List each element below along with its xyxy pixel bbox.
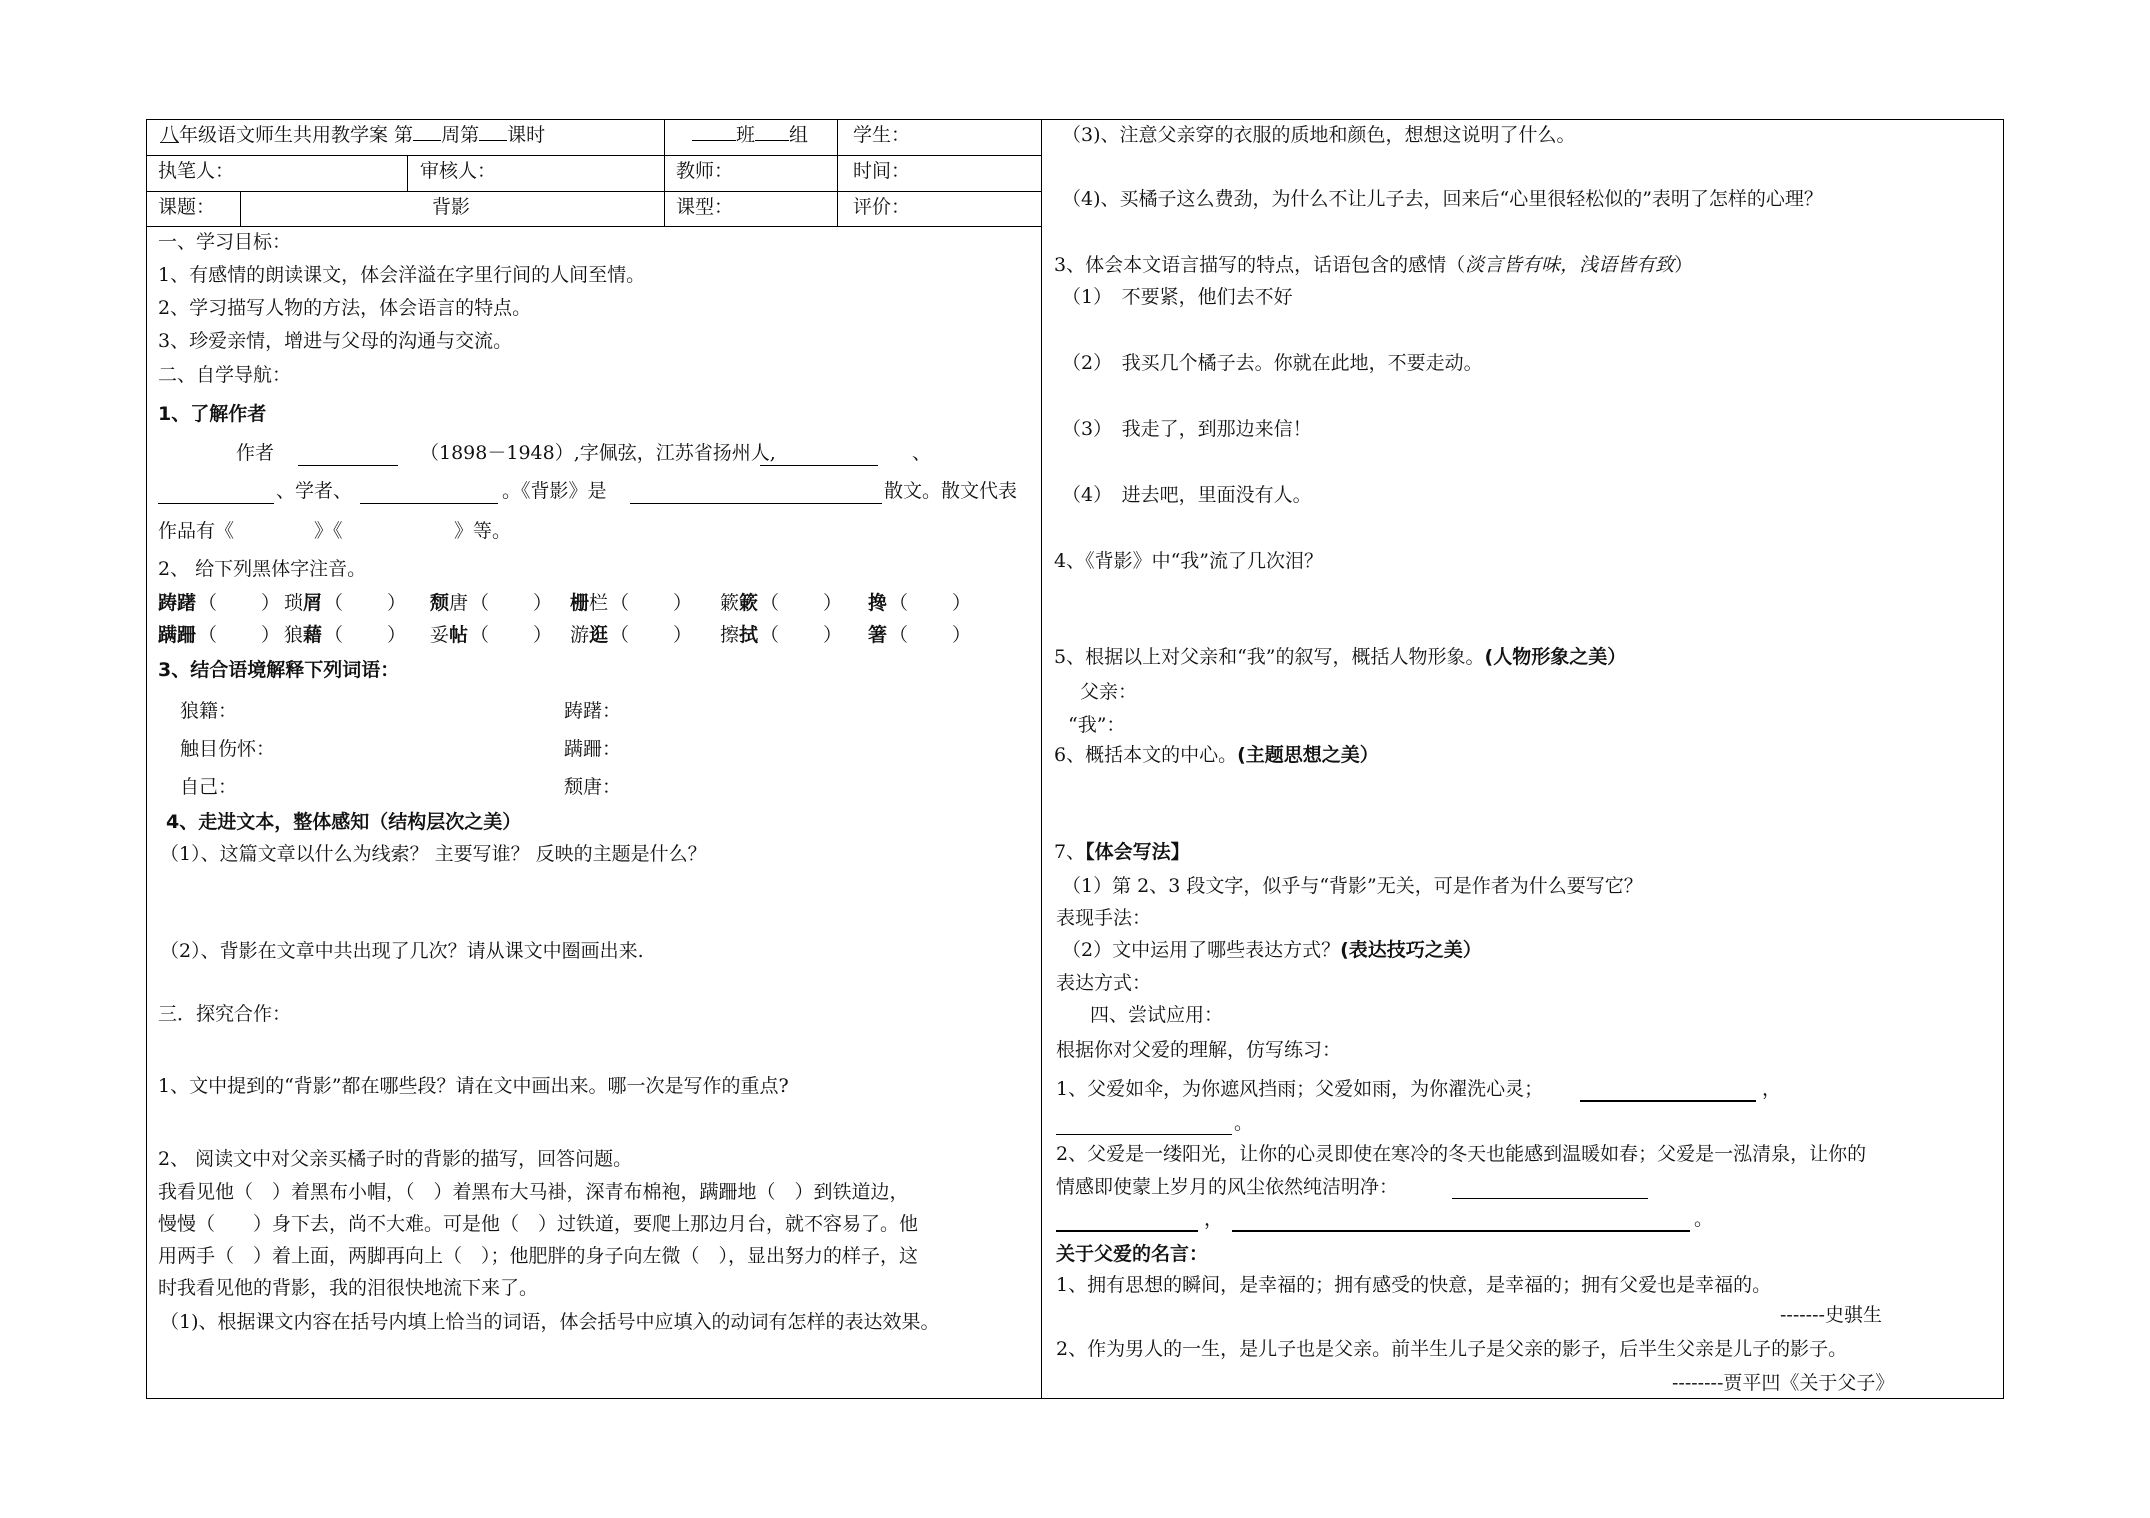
author-info-text: （1898－1948）,字佩弦，江苏省扬州人, (420, 442, 776, 464)
question-text: （2）文中运用了哪些表达方式？(表达技巧之美） (1062, 939, 1482, 961)
writing-heading: 7、【体会写法】 (1054, 841, 1190, 863)
author-blank[interactable] (760, 465, 878, 466)
punctuation: 。 (1234, 1112, 1254, 1134)
question-text: （1）、这篇文章以什么为线索？ 主要写谁？ 反映的主题是什么？ (160, 843, 707, 865)
pinyin-item: 簌簌 （ ） (720, 592, 843, 614)
vocab-item: 自己： (180, 776, 238, 798)
goal-item: 2、学习描写人物的方法，体会语言的特点。 (158, 297, 532, 319)
header-col-line (240, 191, 241, 226)
author-blank[interactable] (360, 503, 498, 504)
works-bracket: 》《 (314, 520, 343, 542)
pinyin-item: 栅栏 （ ） (570, 592, 693, 614)
pinyin-item: 踌躇 （ ） (158, 592, 281, 614)
pinyin-item: 蹒跚 （ ） (158, 624, 281, 646)
quote-line: （3） 我走了，到那边来信！ (1062, 418, 1312, 440)
pinyin-item: 箸 （ ） (868, 624, 972, 646)
quote-line: （4） 进去吧，里面没有人。 (1062, 484, 1312, 506)
header-row-line (146, 191, 1042, 192)
goal-item: 3、珍爱亲情，增进与父母的沟通与交流。 (158, 330, 513, 352)
author-name-blank[interactable] (298, 465, 398, 466)
quote-text: 2、作为男人的一生，是儿子也是父亲。前半生儿子是父亲的影子，后半生父亲是儿子的影子。 (1056, 1338, 1848, 1360)
author-line-2-text: 散文。散文代表 (884, 480, 1018, 502)
question-text: （3)、注意父亲穿的衣服的质地和颜色，想想这说明了什么。 (1062, 124, 1576, 146)
language-heading: 3、体会本文语言描写的特点，话语包含的感情（淡言皆有味，浅语皆有致） (1054, 254, 1694, 276)
student-label: 学生： (853, 124, 911, 146)
punctuation: 。 (1694, 1208, 1714, 1230)
header-row-line (146, 226, 1042, 227)
question-text: （1）第 2、3 段文字，似乎与“背影”无关，可是作者为什么要写它？ (1062, 875, 1643, 897)
cooperation-heading: 三．探究合作： (158, 1003, 292, 1025)
header-row-line (146, 155, 1042, 156)
quotes-heading: 关于父爱的名言： (1056, 1243, 1209, 1265)
quote-line: （2） 我买几个橘子去。你就在此地，不要走动。 (1062, 352, 1483, 374)
fill-blank[interactable] (1232, 1230, 1690, 1232)
header-col-line (407, 155, 408, 191)
passage-line: 用两手（ ）着上面，两脚再向上（ ）；他肥胖的身子向左微（ ），显出努力的样子，这 (158, 1245, 919, 1267)
question-text: 1、文中提到的“背影”都在哪些段？请在文中画出来。哪一次是写作的重点? (158, 1075, 789, 1097)
fill-blank[interactable] (1580, 1100, 1756, 1102)
vocab-item: 狼籍： (180, 700, 238, 722)
genre-blank[interactable] (630, 503, 882, 504)
question-text: 4、《背影》中“我”流了几次泪？ (1054, 550, 1324, 572)
vocab-heading: 3、结合语境解释下列词语： (158, 659, 400, 681)
author-line-2-text: 、学者、 (276, 480, 353, 502)
topic-value: 背影 (432, 196, 471, 218)
self-study-heading: 二、自学导航： (158, 364, 292, 386)
structure-heading: 4、走进文本，整体感知（结构层次之美） (166, 811, 522, 833)
works-label: 作品有《 (158, 520, 235, 542)
apply-intro: 根据你对父爱的理解，仿写练习： (1056, 1039, 1342, 1061)
pinyin-item: 狼藉 （ ） (284, 624, 407, 646)
passage-line: 慢慢（ ）身下去，尚不大难。可是他（ ）过铁道，要爬上那边月台，就不容易了。他 (158, 1213, 919, 1235)
goals-heading: 一、学习目标： (158, 231, 292, 253)
question-text: （4)、买橘子这么费劲，为什么不让儿子去，回来后“心里很轻松似的”表明了怎样的心理？ (1062, 188, 1823, 210)
answer-label: 表现手法： (1056, 907, 1152, 929)
apply-line: 情感即使蒙上岁月的风尘依然纯洁明净： (1056, 1176, 1399, 1198)
separator-text: 、 (912, 442, 932, 464)
time-label: 时间： (853, 160, 911, 182)
passage-line: 时我看见他的背影，我的泪很快地流下来了。 (158, 1277, 539, 1299)
theme-question: 6、概括本文的中心。(主题思想之美） (1054, 744, 1379, 766)
writer-label: 执笔人： (158, 160, 235, 182)
apply-line: 1、父爱如伞，为你遮风挡雨；父爱如雨，为你濯洗心灵； (1056, 1078, 1544, 1100)
class-group-field: 班 组 (692, 126, 808, 145)
question-text: （1)、根据课文内容在括号内填上恰当的词语，体会括号中应填入的动词有怎样的表达效果。 (160, 1311, 940, 1333)
quote-text: 1、拥有思想的瞬间，是幸福的；拥有感受的快意，是幸福的；拥有父爱也是幸福的。 (1056, 1274, 1772, 1296)
apply-line: 2、父爱是一缕阳光，让你的心灵即使在寒冷的冬天也能感到温暖如春；父爱是一泓清泉，让你的 (1056, 1143, 1867, 1165)
header-col-line (664, 119, 665, 155)
vocab-item: 颓唐： (564, 776, 622, 798)
reviewer-label: 审核人： (420, 160, 497, 182)
evaluation-label: 评价： (853, 196, 911, 218)
fill-blank[interactable] (1056, 1134, 1232, 1135)
pinyin-item: 搀 （ ） (868, 592, 972, 614)
pinyin-item: 擦拭 （ ） (720, 624, 843, 646)
apply-heading: 四、尝试应用： (1090, 1004, 1224, 1026)
goal-item: 1、有感情的朗读课文，体会洋溢在字里行间的人间至情。 (158, 264, 646, 286)
header-col-line (837, 119, 838, 226)
worksheet-title: 八年级语文师生共用教学案 第 周第 课时 (160, 124, 546, 146)
pinyin-item: 琐屑 （ ） (284, 592, 407, 614)
pinyin-item: 妥帖 （ ） (430, 624, 553, 646)
passage-line: 我看见他（ ）着黑布小帽，（ ）着黑布大马褂，深青布棉袍，蹒跚地（ ）到铁道边， (158, 1181, 909, 1203)
answer-label: 表达方式： (1056, 972, 1152, 994)
author-line-2-text: 。《背影》是 (502, 480, 607, 502)
vocab-item: 踌躇： (564, 700, 622, 722)
fill-blank[interactable] (1452, 1198, 1648, 1199)
answer-label: 父亲： (1080, 681, 1138, 703)
quote-author: --------贾平凹《关于父子》 (1672, 1372, 1895, 1394)
quote-author: -------史骐生 (1780, 1304, 1882, 1326)
author-section-title: 1、了解作者 (158, 403, 267, 425)
pinyin-item: 颓唐 （ ） (430, 592, 553, 614)
author-blank[interactable] (158, 503, 274, 504)
teacher-label: 教师： (676, 160, 734, 182)
topic-label: 课题： (158, 196, 216, 218)
punctuation: ， (1762, 1078, 1782, 1100)
works-bracket: 》等。 (454, 520, 512, 542)
header-col-line (664, 155, 665, 226)
column-divider (1041, 119, 1042, 1399)
quote-line: （1） 不要紧，他们去不好 (1062, 286, 1293, 308)
author-line-1: 作者 (236, 442, 275, 464)
vocab-item: 蹒跚： (564, 738, 622, 760)
answer-label: “我”： (1068, 714, 1126, 736)
punctuation: ， (1204, 1208, 1224, 1230)
question-text: （2）、背影在文章中共出现了几次？请从课文中圈画出来. (160, 940, 644, 962)
question-text: 2、 阅读文中对父亲买橘子时的背影的描写，回答问题。 (158, 1148, 633, 1170)
pinyin-heading: 2、 给下列黑体字注音。 (158, 558, 367, 580)
pinyin-item: 游逛 （ ） (570, 624, 693, 646)
vocab-item: 触目伤怀： (180, 738, 276, 760)
lesson-type-label: 课型： (676, 196, 734, 218)
character-question: 5、根据以上对父亲和“我”的叙写，概括人物形象。(人物形象之美） (1054, 646, 1627, 668)
fill-blank[interactable] (1056, 1230, 1198, 1232)
